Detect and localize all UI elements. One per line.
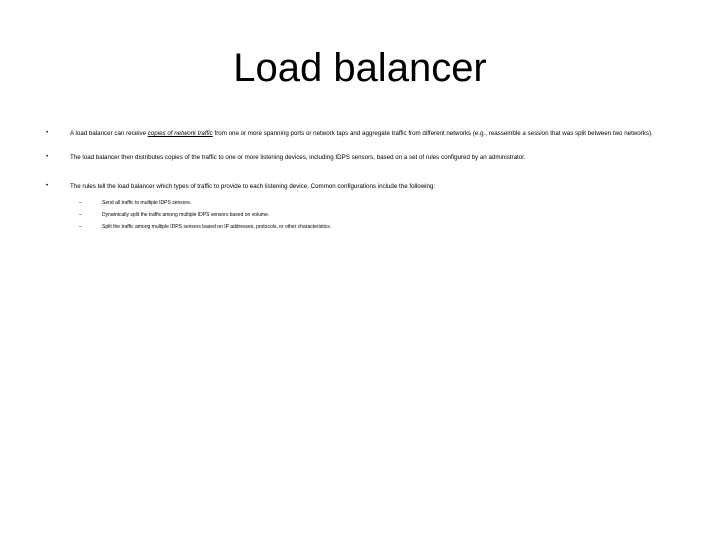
bullet-marker: • (46, 183, 49, 189)
bullet-marker: • (46, 130, 49, 136)
sub-bullet-marker: – (79, 200, 82, 206)
sub-bullet-text: Send all traffic to multiple IDPS sensors. (102, 200, 192, 206)
sub-bullet-text: Split the traffic among multiple IDPS sensors based on IP addresses, protocols, or other characteristics. (102, 224, 332, 230)
bullet-text: The rules tell the load balancer which types of traffic to provide to each listening device. Common configurations include the following: (70, 183, 436, 190)
bullet-text (70, 128, 665, 139)
bullet-marker: • (46, 154, 49, 160)
emphasis-text: copies of network traffic (147, 130, 213, 137)
sub-bullet-marker: – (79, 212, 82, 218)
sub-bullet-marker: – (79, 224, 82, 230)
slide-title: Load balancer (233, 46, 487, 90)
bullet-text-start: A load balancer can receive (70, 130, 148, 137)
bullet-text: The load balancer then distributes copies of the traffic to one or more listening devices, including IDPS sensors, based on a set of rules configured by an administrator. (70, 154, 526, 161)
sub-bullet-text: Dynamically split the traffic among multiple IDPS sensors based on volume. (102, 212, 270, 218)
bullet-text-end: from one or more spanning ports or network taps and aggregate traffic from different networks (e.g., reassemble a session that was split between two networks). (212, 130, 653, 137)
